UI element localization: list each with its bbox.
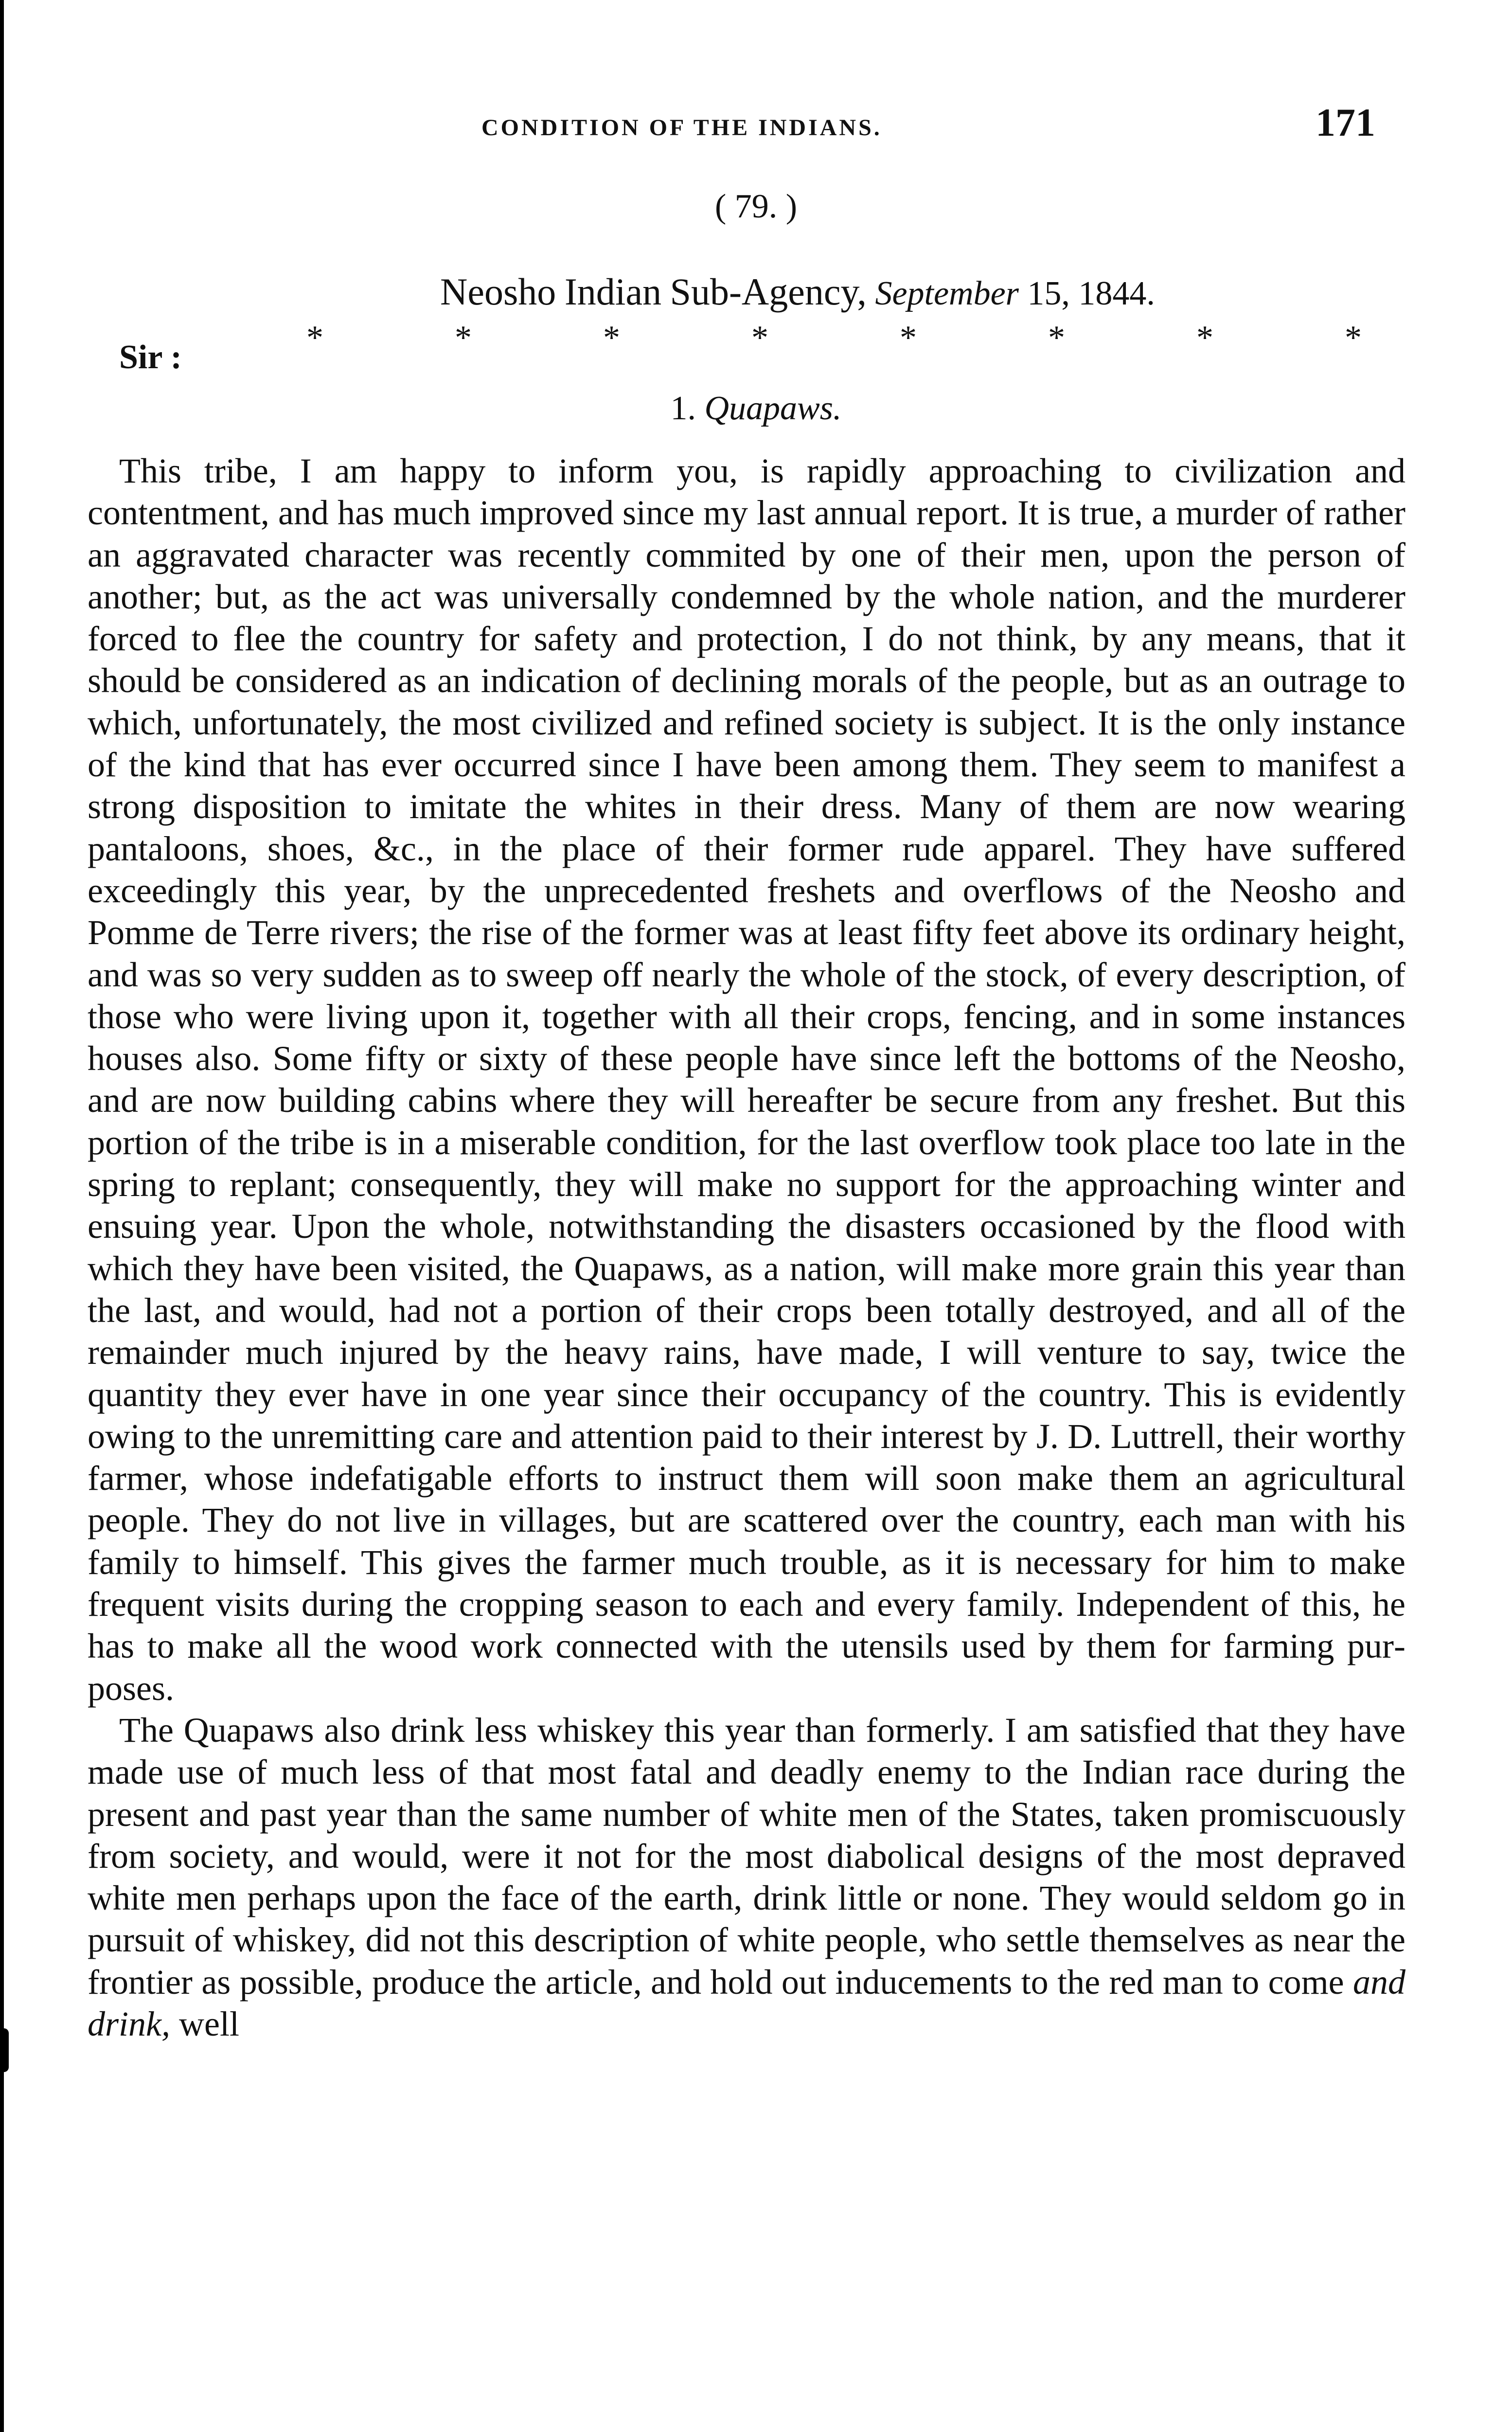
- paragraph-2-italic: and drink,: [88, 1962, 1406, 2043]
- document-number: ( 79. ): [714, 188, 798, 225]
- omission-star: *: [306, 319, 323, 357]
- scan-edge-mark: [0, 2028, 9, 2072]
- section-heading: [0, 389, 1512, 428]
- letter-body: [88, 450, 1405, 2045]
- omission-star: *: [455, 319, 472, 357]
- paragraph-1: This tribe, I am happy to inform you, is rapidly approaching to civilization and contentment, and has much improved since my last annual report. It is true, a murder of rather an aggravated character was recently commited by one of their men, upon the person of another; but, as the act was universally condemned by the whole nation, and the murderer forced to flee the country for safety and protection, I do not think, by any means, that it should be considered as an indication of declining morals of the people, but as an outrage to which, unfortunately, the most civilized and refined society is subject. It is the only instance of the kind that has ever occurred since I have been among them. They seem to manifest a strong disposition to imitate the whites in their dress. Many of them are now wearing pantaloons, shoes, &c., in the place of their former rude apparel. They have suffered exceedingly this year, by the unprecedented freshets and overflows of the Neosho and Pomme de Terre rivers; the rise of the former was at least fifty feet above its ordinary height, and was so very sudden as to sweep off nearly the whole of the stock, of every description, of those who were living upon it, together with all their crops, fencing, and in some instances houses also. Some fifty or sixty of these people have since left the bottoms of the Neosho, and are now building cabins where they will hereafter be secure from any freshet. But this portion of the tribe is in a miserable condition, for the last overflow took place too late in the spring to replant; consequently, they will make no support for the approaching winter and ensuing year. Upon the whole, notwithstanding the disasters occasioned by the flood with which they have been visited, the Quapaws, as a nation, will make more grain this year than the last, and would, had not a portion of their crops been totally destroyed, and all of the remainder much injured by the heavy rains, have made, I will venture to say, twice the quantity they ever have in one year since their occupancy of the country. This is evidently owing to the unremitting care and attention paid to their interest by J. D. Luttrell, their worthy farmer, whose indefatigable efforts to instruct them will soon make them an agricultural people. They do not live in villages, but are scattered over the country, each man with his family to himself. This gives the farmer much trouble, as it is necessary for him to make frequent visits during the cropping season to each and every family. Independent of this, he has to make all the wood work connected with the utensils used by them for farming purposes.: [88, 451, 1405, 1708]
- dateline-place-2: Indian: [564, 270, 662, 313]
- omission-star: *: [1048, 319, 1065, 357]
- omission-star: *: [1196, 319, 1213, 357]
- dateline-place-3: Sub-Agency,: [670, 270, 867, 313]
- paragraph-2-end: well: [178, 2004, 239, 2043]
- omission-star: *: [1345, 319, 1362, 357]
- omission-stars: [306, 319, 1362, 358]
- omission-star: *: [751, 319, 768, 357]
- omission-star: *: [603, 319, 620, 357]
- dateline: [440, 270, 1155, 314]
- paragraph-2-start: The Quapaws also drink less whiskey this year than formerly. I am satisfied that they have made use of much less of that most fatal and deadly enemy to the Indian race during the present and past year than the same number of white men of the States, taken promiscuously from society, and would, were it not for the most diabolical designs of the most depraved white men perhaps upon the face of the earth, drink little or none. They would seldom go in pursuit of whiskey, did not this description of white people, who settle themselves as near the frontier as possible, produce the article, and hold out inducements to the red man to come: [88, 1710, 1405, 2002]
- salutation: Sir :: [119, 339, 182, 376]
- dateline-place-1: Neosho: [440, 270, 556, 313]
- omission-star: *: [900, 319, 917, 357]
- section-title: Quapaws.: [704, 390, 842, 427]
- dateline-month: September: [875, 275, 1019, 312]
- paragraph-2: [88, 1709, 1405, 2045]
- section-number: 1.: [670, 390, 696, 427]
- dateline-day-year: 15, 1844.: [1027, 275, 1155, 312]
- page-number: 171: [1316, 100, 1375, 144]
- running-title: CONDITION OF THE INDIANS.: [481, 115, 882, 141]
